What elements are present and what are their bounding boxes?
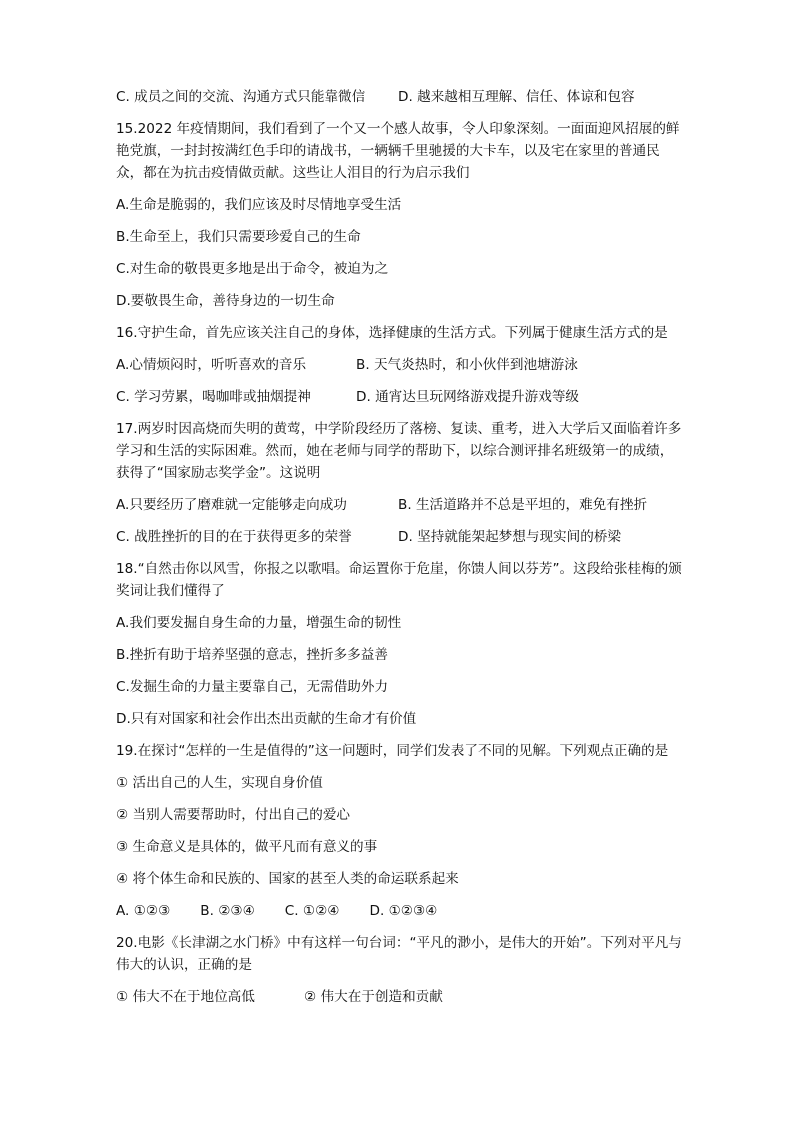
- q14-options-cd: [116, 86, 684, 108]
- q17-option-d: D. 坚持就能架起梦想与现实间的桥梁: [398, 529, 622, 545]
- q17-options-ab: [116, 494, 684, 516]
- q16-option-d: D. 通宵达旦玩网络游戏提升游戏等级: [356, 389, 580, 405]
- q19-options: [116, 900, 684, 922]
- q19-option-b: B. ②③④: [200, 903, 255, 919]
- q15-option-a: A.生命是脆弱的，我们应该及时尽情地享受生活: [116, 197, 402, 213]
- q15-option-c: C.对生命的敬畏更多地是出于命令，被迫为之: [116, 261, 389, 277]
- q19-item-3: ③ 生命意义是具体的，做平凡而有意义的事: [116, 839, 378, 855]
- q16-option-a: A.心情烦闷时，听听喜欢的音乐: [116, 357, 307, 373]
- q16-option-b: B. 天气炎热时，和小伙伴到池塘游泳: [356, 357, 578, 373]
- q16-options-cd: [116, 386, 684, 408]
- q17-option-b: B. 生活道路并不总是平坦的，难免有挫折: [398, 497, 648, 513]
- q14-option-d: D. 越来越相互理解、信任、体谅和包容: [398, 89, 635, 105]
- q20-item-1: ① 伟大不在于地位高低: [116, 989, 255, 1005]
- q16-option-c: C. 学习劳累，喝咖啡或抽烟提神: [116, 389, 311, 405]
- q18-option-d: D.只有对国家和社会作出杰出贡献的生命才有价值: [116, 711, 417, 727]
- q15-option-b: B.生命至上，我们只需要珍爱自己的生命: [116, 229, 361, 245]
- q18-option-c: C.发掘生命的力量主要靠自己，无需借助外力: [116, 679, 389, 695]
- q19-option-d: D. ①②③④: [369, 903, 438, 919]
- q19-item-4: ④ 将个体生命和民族的、国家的甚至人类的命运联系起来: [116, 871, 459, 887]
- q16-stem: 16.守护生命，首先应该关注自己的身体，选择健康的生活方式。下列属于健康生活方式的是: [116, 325, 668, 341]
- q16-options-ab: [116, 354, 684, 376]
- q20-stem: 20.电影《长津湖之水门桥》中有这样一句台词：“平凡的渺小，是伟大的开始”。下列对平凡与伟大的认识，正确的是: [116, 935, 682, 973]
- q20-items: [116, 986, 684, 1008]
- q19-item-2: ② 当别人需要帮助时，付出自己的爱心: [116, 807, 351, 823]
- q18-option-a: A.我们要发掘自身生命的力量，增强生命的韧性: [116, 615, 402, 631]
- q19-option-a: A. ①②③: [116, 903, 171, 919]
- q19-item-1: ① 活出自己的人生，实现自身价值: [116, 775, 323, 791]
- q17-option-c: C. 战胜挫折的目的在于获得更多的荣誉: [116, 529, 352, 545]
- q19-option-c: C. ①②④: [284, 903, 340, 919]
- q17-stem: 17.两岁时因高烧而失明的黄莺，中学阶段经历了落榜、复读、重考，进入大学后又面临着许多 学习和生活的实际困难。然而，她在老师与同学的帮助下，以综合测评排名班级第一的成绩，获得了“国家励志奖学金”。这说明: [116, 421, 682, 481]
- q18-option-b: B.挫折有助于培养坚强的意志，挫折多多益善: [116, 647, 388, 663]
- q20-item-2: ② 伟大在于创造和贡献: [304, 989, 443, 1005]
- q18-stem: 18.“自然击你以风雪，你报之以歌唱。命运置你于危崖，你馈人间以芬芳”。这段给张桂梅的颁奖词让我们懂得了: [116, 561, 682, 599]
- q19-stem: 19.在探讨“怎样的一生是值得的”这一问题时，同学们发表了不同的见解。下列观点正确的是: [116, 743, 669, 759]
- q17-option-a: A.只要经历了磨难就一定能够走向成功: [116, 497, 347, 513]
- q17-options-cd: [116, 526, 684, 548]
- q14-option-c: C. 成员之间的交流、沟通方式只能靠微信: [116, 89, 366, 105]
- exam-page: [116, 86, 684, 1008]
- q15-option-d: D.要敬畏生命，善待身边的一切生命: [116, 293, 335, 309]
- q15-stem: 15.2022 年疫情期间，我们看到了一个又一个感人故事，令人印象深刻。一面面迎风招展的鲜艳党旗，一封封按满红色手印的请战书，一辆辆千里驰援的大卡车，以及宅在家里的普通民众，都在为抗击疫情做贡献。这些让人泪目的行为启示我们: [116, 121, 680, 181]
